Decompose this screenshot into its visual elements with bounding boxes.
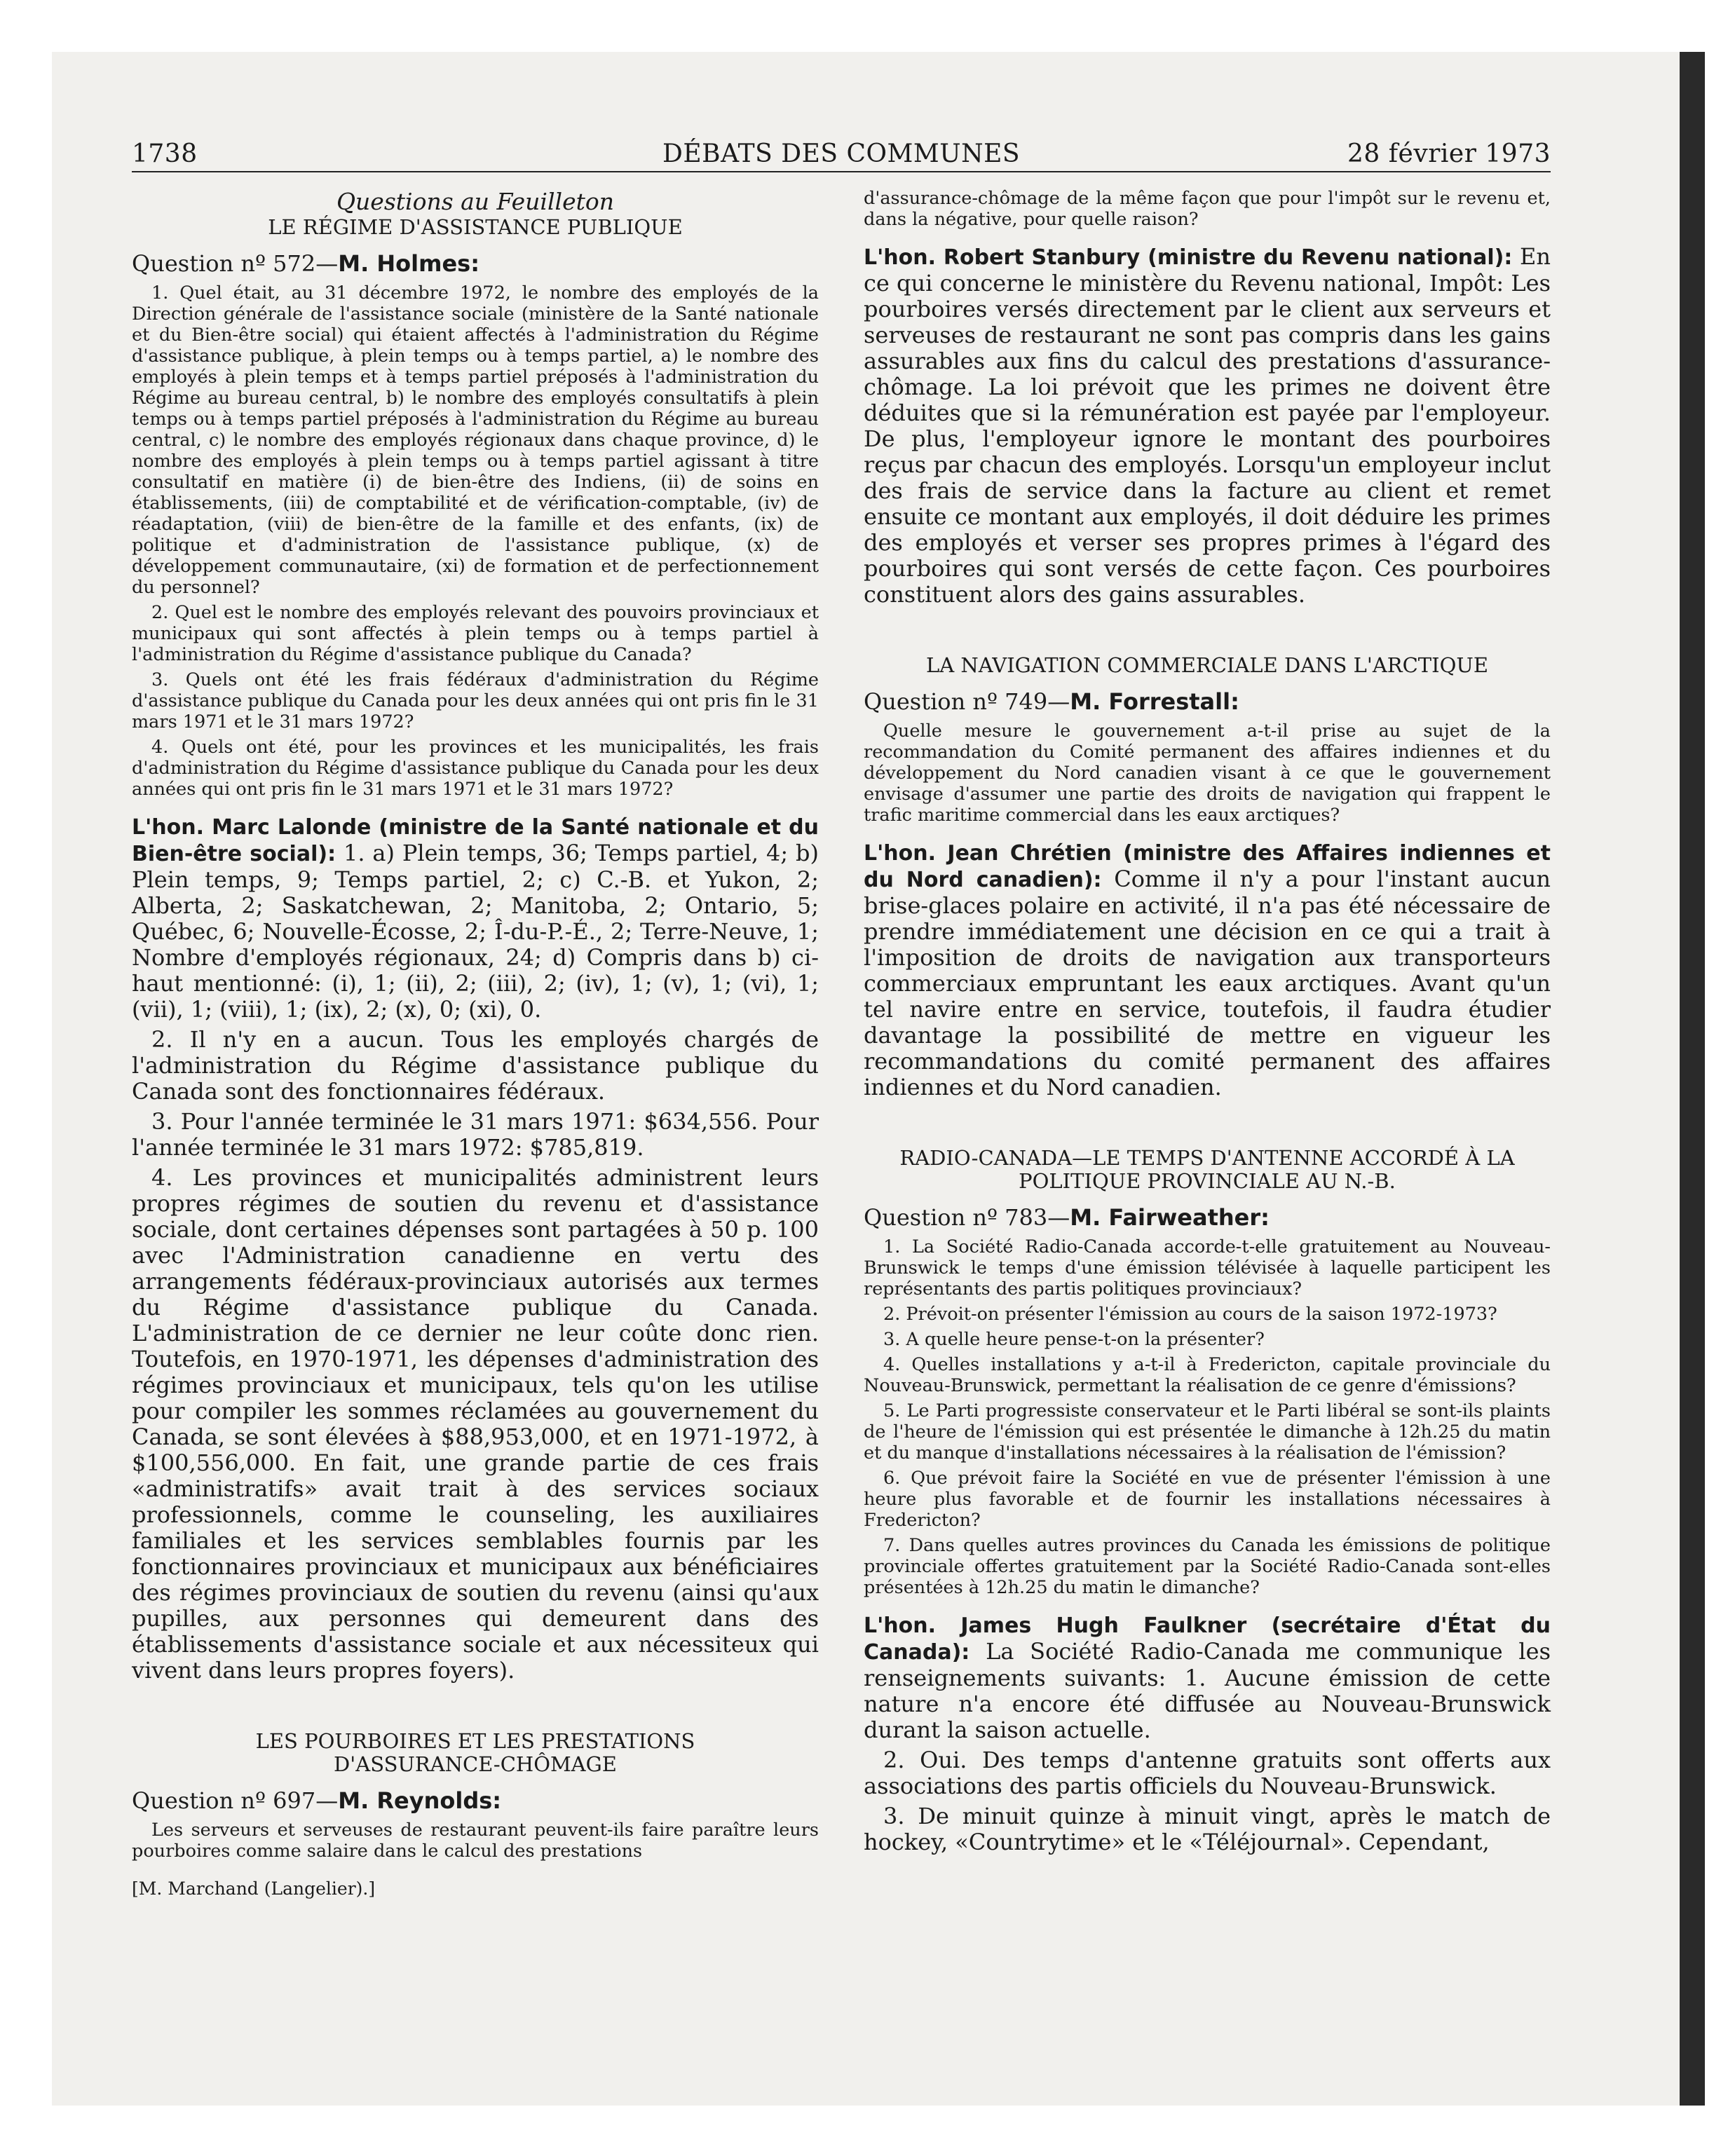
speaker-lalonde: L'hon. Marc Lalonde (ministre de la Santé nationale et du Bien-être social): xyxy=(132,815,819,866)
member-name: M. Reynolds: xyxy=(338,1787,502,1814)
left-column xyxy=(132,188,819,1899)
question-label: Question nº 749— xyxy=(864,688,1070,715)
question-label: Question nº 572— xyxy=(132,250,339,277)
member-name: M. Forrestall: xyxy=(1070,688,1239,715)
question-783-part1: 1. La Société Radio-Canada accorde-t-elle gratuitement au Nouveau-Brunswick le temps d'une émission télévisée à laquelle participent les représentants des partis politiques provinciaux? xyxy=(864,1236,1551,1299)
section-title-tips-line2: D'ASSURANCE-CHÔMAGE xyxy=(334,1752,617,1776)
speaker-faulkner: L'hon. James Hugh Faulkner (secrétaire d'État du Canada): xyxy=(864,1613,1551,1665)
question-783-heading xyxy=(864,1203,1551,1232)
question-572-part4: 4. Quels ont été, pour les provinces et les municipalités, les frais d'administration du Régime d'assistance publique du Canada pour les deux années qui ont pris fin le 31 mars 1971 et le 31 mars 1972? xyxy=(132,737,819,800)
section-title-tips-line1: LES POURBOIRES ET LES PRESTATIONS xyxy=(255,1729,695,1753)
member-name: M. Fairweather: xyxy=(1070,1204,1270,1231)
question-697-continuation: d'assurance-chômage de la même façon que pour l'impôt sur le revenu et, dans la négative, pour quelle raison? xyxy=(864,188,1551,230)
running-header xyxy=(132,137,1551,172)
question-label: Question nº 783— xyxy=(864,1204,1070,1231)
answer-783-part2: 2. Oui. Des temps d'antenne gratuits sont offerts aux associations des partis officiels du Nouveau-Brunswick. xyxy=(864,1747,1551,1799)
answer-572-part3: 3. Pour l'année terminée le 31 mars 1971: $634,556. Pour l'année terminée le 31 mars 1972: $785,819. xyxy=(132,1108,819,1161)
section-italic-heading: Questions au Feuilleton xyxy=(336,188,614,215)
publication-title: DÉBATS DES COMMUNES xyxy=(662,139,1021,168)
answer-749 xyxy=(864,840,1551,1100)
section-title-arctic: LA NAVIGATION COMMERCIALE DANS L'ARCTIQUE xyxy=(925,653,1488,677)
question-572-part3: 3. Quels ont été les frais fédéraux d'administration du Régime d'assistance publique du Canada pour les deux années qui ont pris fin le 31 mars 1971 et le 31 mars 1972? xyxy=(132,669,819,732)
answer-783-text1: La Société Radio-Canada me communique les renseignements suivants: 1. Aucune émission de cette nature n'a encore été diffusée au Nouveau-Brunswick durant la saison actuelle. xyxy=(864,1638,1551,1743)
question-749-text: Quelle mesure le gouvernement a-t-il prise au sujet de la recommandation du Comité permanent des affaires indiennes et du développement du Nord canadien visant à ce que le gouvernement envisage d'assumer une partie des droits de navigation qui frappent le trafic maritime commercial dans les eaux arctiques? xyxy=(864,721,1551,826)
right-column xyxy=(864,188,1551,1860)
footer-note: [M. Marchand (Langelier).] xyxy=(132,1878,376,1899)
speaker-stanbury: L'hon. Robert Stanbury (ministre du Revenu national): xyxy=(864,245,1513,270)
section-title-radio-canada-line2: POLITIQUE PROVINCIALE AU N.-B. xyxy=(1019,1169,1396,1193)
question-749-heading xyxy=(864,687,1551,716)
answer-697 xyxy=(864,244,1551,608)
question-572-part1: 1. Quel était, au 31 décembre 1972, le nombre des employés de la Direction générale de l'assistance sociale (ministère de la Santé nationale et du Bien-être social) qui étaient affectés à l'administration du Régime d'assistance publique, à plein temps ou à temps partiel, a) le nombre des employés à plein temps et à temps partiel préposés à l'administration du Régime au bureau central, b) le nombre des employés consultatifs à plein temps ou à temps partiel préposés à l'administration du Régime au bureau central, c) le nombre des employés régionaux dans chaque province, d) le nombre des employés à plein temps ou à temps partiel agissant à titre consultatif en matière (i) de bien-être des Indiens, (ii) de soins en établissements, (iii) de comptabilité et de vérification-comptable, (iv) de réadaptation, (viii) de bien-être de la famille et des enfants, (ix) de politique et d'administration de l'assistance publique, (x) de développement communautaire, (xi) de formation et de perfectionnement du personnel? xyxy=(132,282,819,598)
section-title-radio-canada-line1: RADIO-CANADA—LE TEMPS D'ANTENNE ACCORDÉ À LA xyxy=(899,1146,1515,1170)
question-783-part6: 6. Que prévoit faire la Société en vue de présenter l'émission à une heure plus favorable et de fournir les installations nécessaires à Fredericton? xyxy=(864,1468,1551,1531)
speaker-chretien: L'hon. Jean Chrétien (ministre des Affaires indiennes et du Nord canadien): xyxy=(864,841,1551,892)
question-label: Question nº 697— xyxy=(132,1787,339,1814)
question-697-heading xyxy=(132,1786,819,1815)
question-783-part4: 4. Quelles installations y a-t-il à Fredericton, capitale provinciale du Nouveau-Brunswick, permettant la réalisation de ce genre d'émissions? xyxy=(864,1354,1551,1396)
answer-783-part1 xyxy=(864,1612,1551,1743)
answer-697-text: En ce qui concerne le ministère du Revenu national, Impôt: Les pourboires versés directement par le client aux serveurs et serveuses de restaurant ne sont pas compris dans les gains assurables aux fins du calcul des prestations d'assurance-chômage. La loi prévoit que les primes ne doivent être déduites que si la rémunération est payée par l'employeur. De plus, l'employeur ignore le montant des pourboires reçus par chacun des employés. Lorsqu'un employeur inclut des frais de service dans la facture au client et remet ensuite ce montant aux employés, il doit déduire les primes des employés et verser ses propres primes à l'égard des pourboires qui sont versés de cette façon. Ces pourboires constituent alors des gains assurables. xyxy=(864,243,1551,608)
question-697-text: Les serveurs et serveuses de restaurant peuvent-ils faire paraître leurs pourboires comme salaire dans le calcul des prestations xyxy=(132,1820,819,1862)
question-783-part2: 2. Prévoit-on présenter l'émission au cours de la saison 1972-1973? xyxy=(883,1304,1497,1325)
answer-783-part3: 3. De minuit quinze à minuit vingt, après le match de hockey, «Countrytime» et le «Téléjournal». Cependant, xyxy=(864,1803,1551,1855)
question-572-part2: 2. Quel est le nombre des employés relevant des pouvoirs provinciaux et municipaux qui sont affectés à plein temps ou à temps partiel à l'administration du Régime d'assistance publique du Canada? xyxy=(132,602,819,665)
answer-572-part1 xyxy=(132,814,819,1023)
question-783-part7: 7. Dans quelles autres provinces du Canada les émissions de politique provinciale offertes gratuitement par la Société Radio-Canada sont-elles présentées à 12h.25 du matin le dimanche? xyxy=(864,1535,1551,1598)
section-title-assistance: LE RÉGIME D'ASSISTANCE PUBLIQUE xyxy=(268,215,683,239)
answer-572-part2: 2. Il n'y en a aucun. Tous les employés chargés de l'administration du Régime d'assistance publique du Canada sont des fonctionnaires fédéraux. xyxy=(132,1026,819,1105)
issue-date: 28 février 1973 xyxy=(1347,139,1551,168)
answer-572-text1: 1. a) Plein temps, 36; Temps partiel, 4; b) Plein temps, 9; Temps partiel, 2; c) C.-B. et Yukon, 2; Alberta, 2; Saskatchewan, 2; Manitoba, 2; Ontario, 5; Québec, 6; Nouvelle-Écosse, 2; Î-du-P.-É., 2; Terre-Neuve, 1; Nombre d'employés régionaux, 24; d) Compris dans b) ci-haut mentionné: (i), 1; (ii), 2; (iii), 2; (iv), 1; (v), 1; (vi), 1; (vii), 1; (viii), 1; (ix), 2; (x), 0; (xi), 0. xyxy=(132,840,819,1023)
question-783-part5: 5. Le Parti progressiste conservateur et le Parti libéral se sont-ils plaints de l'heure de l'émission qui est présentée le dimanche à 12h.25 du matin et du manque d'installations nécessaires à la réalisation de l'émission? xyxy=(864,1400,1551,1464)
answer-749-text: Comme il n'y a pour l'instant aucun brise-glaces polaire en activité, il n'a pas été nécessaire de prendre immédiatement une décision en ce qui a trait à l'imposition de droits de navigation aux transporteurs commerciaux empruntant les eaux arctiques. Avant qu'un tel navire entre en service, toutefois, il faudra étudier davantage la possibilité de mettre en vigueur les recommandations du comité permanent des affaires indiennes et du Nord canadien. xyxy=(864,866,1551,1100)
page-number: 1738 xyxy=(132,139,198,168)
answer-572-part4: 4. Les provinces et municipalités administrent leurs propres régimes de soutien du revenu et d'assistance sociale, dont certaines dépenses sont partagées à 50 p. 100 avec l'Administration canadienne en vertu des arrangements fédéraux-provinciaux autorisés aux termes du Régime d'assistance publique du Canada. L'administration de ce dernier ne leur coûte donc rien. Toutefois, en 1970-1971, les dépenses d'administration des régimes provinciaux et municipaux, tels qu'on les utilise pour compiler les sommes réclamées au gouvernement du Canada, se sont élevées à $88,953,000, et en 1971-1972, à $100,556,000. En fait, une grande partie de ces frais «administratifs» avait trait à des services sociaux professionnels, comme le counseling, les auxiliaires familiales et les services semblables fournis par les fonctionnaires provinciaux et municipaux aux bénéficiaires des régimes provinciaux de soutien du revenu (ainsi qu'aux pupilles, aux personnes qui demeurent dans des établissements d'assistance sociale et aux nécessiteux qui vivent dans leurs propres foyers). xyxy=(132,1164,819,1684)
question-572-heading xyxy=(132,249,819,278)
member-name: M. Holmes: xyxy=(338,250,480,277)
scan-edge-bar xyxy=(1680,52,1705,2106)
question-783-part3: 3. A quelle heure pense-t-on la présenter? xyxy=(883,1329,1265,1350)
